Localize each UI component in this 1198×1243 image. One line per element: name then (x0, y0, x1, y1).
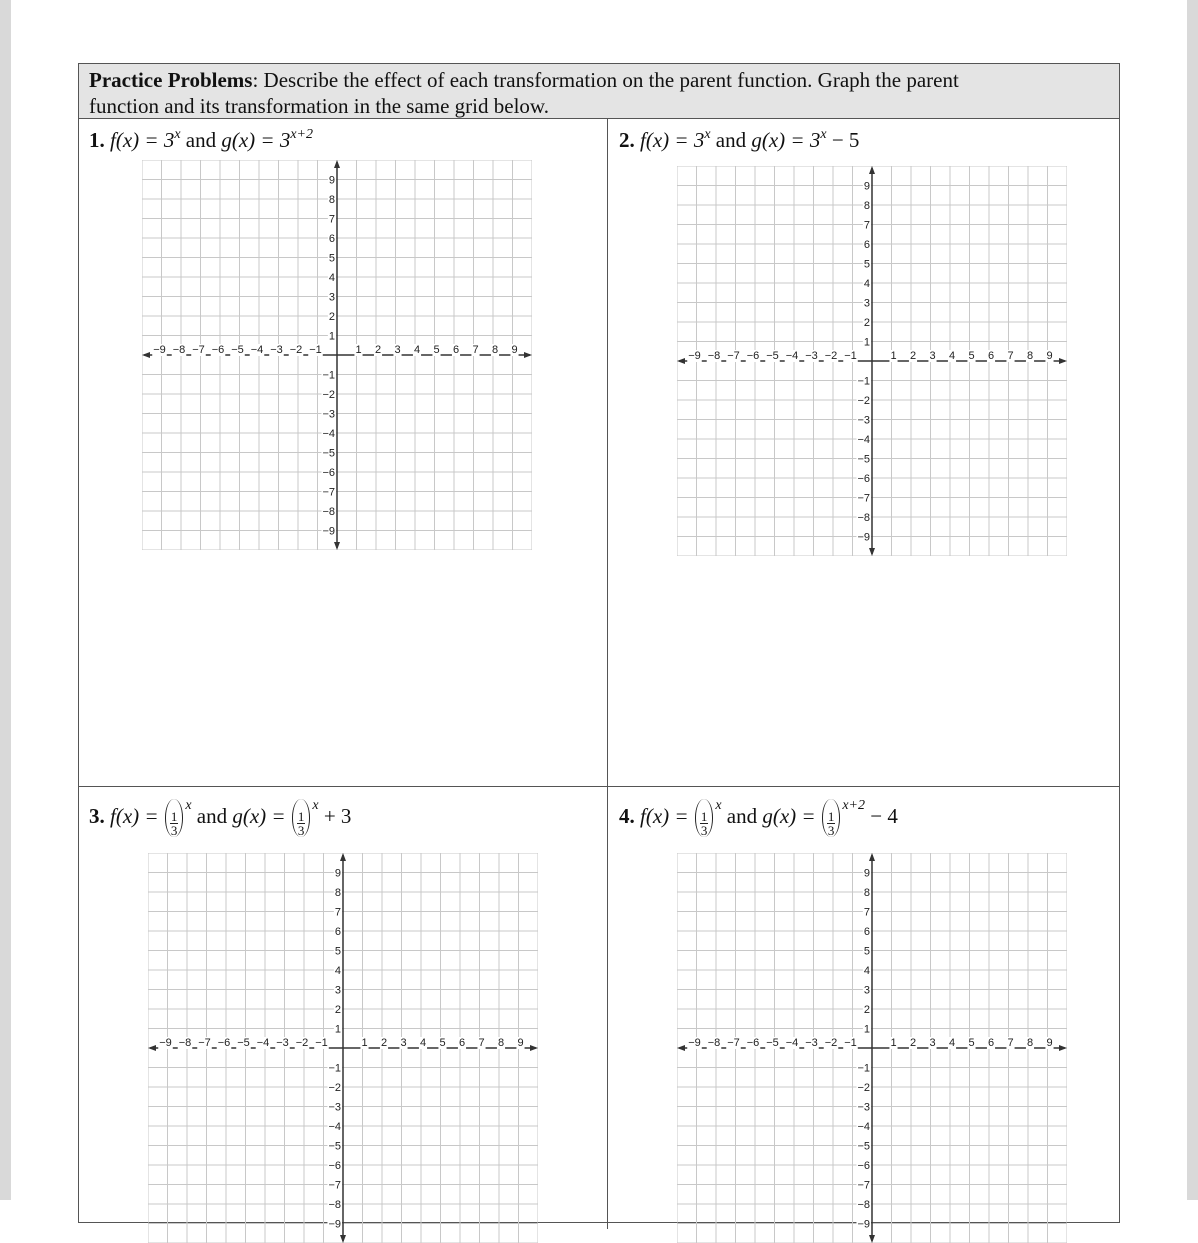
x-axis-arrow-right (1059, 358, 1067, 364)
x-tick-label: −4 (250, 344, 264, 356)
fraction-denominator: 3 (827, 823, 835, 838)
x-tick-label: 4 (948, 350, 956, 362)
x-axis-arrow-left (148, 1045, 156, 1051)
x-tick-label: 4 (419, 1037, 427, 1049)
y-tick-label: −3 (328, 1101, 341, 1114)
problem-4-number: 4. (619, 803, 635, 828)
problem-2-number: 2. (619, 128, 635, 152)
x-tick-label: 3 (929, 1037, 936, 1049)
y-tick-label: 9 (334, 867, 341, 880)
y-tick-label: 1 (334, 1023, 341, 1036)
y-tick-label: 2 (328, 311, 335, 323)
x-tick-label: 3 (929, 350, 936, 362)
x-tick-label: 1 (890, 350, 897, 362)
x-axis-arrow-right (524, 352, 532, 358)
y-tick-label: 2 (334, 1004, 341, 1016)
x-tick-label: −7 (727, 1037, 740, 1049)
y-tick-label: −2 (328, 1082, 341, 1094)
x-tick-label: −9 (153, 344, 166, 356)
problem-4-f-base (695, 799, 714, 837)
x-tick-label: 7 (472, 344, 479, 356)
problem-1-statement (89, 120, 313, 155)
x-axis-arrow-right (530, 1045, 538, 1051)
y-axis-arrow-up (334, 160, 340, 168)
x-tick-label: 6 (987, 350, 995, 362)
x-tick-label: 9 (1046, 1037, 1053, 1049)
x-tick-label: −4 (256, 1037, 270, 1049)
problem-4-g-base (822, 799, 841, 837)
problem-3-g: g(x) = (232, 803, 286, 828)
page-edge-left (0, 0, 11, 1200)
y-tick-label: −9 (328, 1218, 341, 1231)
y-tick-label: 6 (863, 239, 870, 251)
y-tick-label: 3 (334, 984, 341, 997)
x-tick-label: 3 (400, 1037, 407, 1049)
problem-2-g: g(x) = 3 (751, 128, 821, 152)
x-tick-label: −2 (824, 350, 838, 362)
y-tick-label: 8 (863, 200, 870, 212)
x-tick-label: −7 (192, 344, 205, 356)
x-tick-label: −7 (727, 350, 740, 362)
x-tick-label: −8 (178, 1037, 192, 1049)
y-tick-label: 5 (334, 945, 341, 958)
x-tick-label: −1 (309, 344, 322, 356)
coordinate-grid-1[interactable] (142, 160, 532, 550)
x-tick-label: −1 (844, 350, 857, 362)
y-tick-label: 9 (863, 867, 870, 880)
y-axis-arrow-up (869, 166, 875, 174)
fraction-denominator: 3 (297, 823, 305, 838)
fraction-numerator: 1 (827, 809, 835, 824)
x-tick-label: 5 (968, 350, 975, 362)
y-tick-label: 6 (334, 926, 341, 938)
fraction-numerator: 1 (700, 809, 708, 824)
x-tick-label: 9 (517, 1037, 524, 1049)
y-tick-label: −8 (328, 1199, 341, 1211)
y-tick-label: −5 (328, 1140, 341, 1153)
fraction-numerator: 1 (297, 809, 305, 824)
y-tick-label: −4 (857, 1121, 870, 1133)
y-tick-label: 4 (863, 278, 870, 290)
problem-3-and: and (196, 803, 228, 828)
x-tick-label: −8 (172, 344, 186, 356)
x-tick-label: 1 (890, 1037, 897, 1049)
x-tick-label: 4 (413, 344, 421, 356)
x-tick-label: 2 (380, 1037, 388, 1049)
problem-2-f: f(x) = 3 (640, 128, 705, 152)
x-tick-label: 6 (987, 1037, 995, 1049)
header-instructions-line2: function and its transformation in the same grid below. (89, 94, 549, 118)
coordinate-grid-3[interactable] (148, 853, 538, 1243)
y-tick-label: 8 (328, 194, 335, 206)
y-tick-label: −3 (857, 414, 870, 427)
x-tick-label: −3 (276, 1037, 289, 1049)
x-tick-label: −5 (231, 344, 244, 356)
y-tick-label: −2 (322, 389, 335, 401)
row-divider (79, 786, 1119, 787)
y-tick-label: −3 (857, 1101, 870, 1114)
y-tick-label: 1 (863, 336, 870, 349)
problem-2-and: and (710, 128, 752, 152)
y-tick-label: −1 (857, 1062, 870, 1075)
x-tick-label: −9 (159, 1037, 172, 1049)
x-axis-arrow-left (677, 358, 685, 364)
x-tick-label: 9 (511, 344, 518, 356)
x-tick-label: 7 (1007, 350, 1014, 362)
y-tick-label: −5 (857, 1140, 870, 1153)
coordinate-grid-4[interactable] (677, 853, 1067, 1243)
problem-4-and: and (726, 803, 758, 828)
y-tick-label: −7 (322, 486, 335, 499)
x-tick-label: 8 (497, 1037, 505, 1049)
problem-2-g-exponent: x (820, 127, 827, 142)
header-title: Practice Problems (89, 68, 253, 92)
problem-1-number: 1. (89, 128, 105, 152)
problem-1-g-exponent: x+2 (290, 127, 314, 142)
problem-4-f: f(x) = (640, 803, 689, 828)
y-tick-label: 3 (328, 291, 335, 304)
x-tick-label: 6 (458, 1037, 466, 1049)
x-tick-label: 5 (968, 1037, 975, 1049)
problem-3-number: 3. (89, 803, 105, 828)
y-tick-label: 2 (863, 317, 870, 329)
y-tick-label: −5 (322, 447, 335, 460)
x-tick-label: −4 (785, 1037, 799, 1049)
x-tick-label: −8 (707, 1037, 721, 1049)
problem-4-statement (619, 799, 898, 837)
y-tick-label: −4 (328, 1121, 341, 1133)
problem-2-statement (619, 120, 859, 155)
x-tick-label: −7 (198, 1037, 211, 1049)
problem-3-statement (89, 799, 351, 837)
x-axis-arrow-left (677, 1045, 685, 1051)
y-tick-label: −6 (322, 467, 335, 479)
y-tick-label: −2 (857, 395, 870, 407)
y-tick-label: −1 (857, 375, 870, 388)
x-tick-label: −2 (824, 1037, 838, 1049)
problem-1-g: g(x) = 3 (221, 128, 291, 152)
fraction-denominator: 3 (170, 823, 178, 838)
column-divider (607, 119, 608, 1229)
y-tick-label: 5 (328, 252, 335, 265)
x-tick-label: −2 (289, 344, 303, 356)
x-axis-arrow-left (142, 352, 150, 358)
problem-1-f: f(x) = 3 (110, 128, 175, 152)
y-tick-label: 1 (863, 1023, 870, 1036)
instructions-header (79, 64, 1119, 119)
y-tick-label: 4 (328, 272, 335, 284)
x-tick-label: −2 (295, 1037, 309, 1049)
header-instructions: : Describe the effect of each transformation on the parent function. Graph the parent (252, 68, 959, 92)
x-tick-label: −3 (270, 344, 283, 356)
y-tick-label: −8 (322, 506, 335, 518)
problem-3-f-base (165, 799, 184, 837)
x-tick-label: −6 (217, 1037, 231, 1049)
fraction-numerator: 1 (170, 809, 178, 824)
x-tick-label: 7 (1007, 1037, 1014, 1049)
y-tick-label: −9 (322, 525, 335, 538)
y-tick-label: −8 (857, 1199, 870, 1211)
x-tick-label: −5 (766, 350, 779, 362)
x-tick-label: −1 (315, 1037, 328, 1049)
x-tick-label: −4 (785, 350, 799, 362)
y-tick-label: 1 (328, 330, 335, 343)
y-tick-label: −7 (328, 1179, 341, 1192)
x-tick-label: 2 (374, 344, 382, 356)
y-tick-label: 4 (863, 965, 870, 977)
x-tick-label: 5 (433, 344, 440, 356)
problem-4-f-exponent: x (715, 797, 722, 813)
y-tick-label: 3 (863, 984, 870, 997)
y-tick-label: 8 (863, 887, 870, 899)
y-axis-arrow-up (869, 853, 875, 861)
y-axis-arrow-down (869, 548, 875, 556)
y-tick-label: 5 (863, 945, 870, 958)
y-tick-label: −3 (322, 408, 335, 421)
y-tick-label: −6 (857, 1160, 870, 1172)
x-tick-label: −1 (844, 1037, 857, 1049)
y-axis-arrow-down (869, 1235, 875, 1243)
x-tick-label: 8 (491, 344, 499, 356)
x-tick-label: −3 (805, 1037, 818, 1049)
y-tick-label: −8 (857, 512, 870, 524)
x-tick-label: −9 (688, 350, 701, 362)
fraction-denominator: 3 (700, 823, 708, 838)
x-axis-arrow-right (1059, 1045, 1067, 1051)
problem-2-shift: − 5 (826, 128, 860, 152)
problem-4-g-exponent: x+2 (842, 797, 866, 813)
x-tick-label: 5 (439, 1037, 446, 1049)
x-tick-label: −6 (746, 1037, 760, 1049)
y-tick-label: 3 (863, 297, 870, 310)
y-tick-label: −1 (322, 369, 335, 382)
problem-1-and: and (180, 128, 222, 152)
x-tick-label: 3 (394, 344, 401, 356)
page-edge-right (1187, 0, 1198, 1200)
y-tick-label: −9 (857, 531, 870, 544)
y-tick-label: 6 (328, 233, 335, 245)
x-tick-label: 2 (909, 1037, 917, 1049)
x-tick-label: 2 (909, 350, 917, 362)
x-tick-label: 8 (1026, 350, 1034, 362)
x-tick-label: −5 (237, 1037, 250, 1049)
y-tick-label: −6 (328, 1160, 341, 1172)
x-tick-label: 1 (355, 344, 362, 356)
y-tick-label: 7 (863, 219, 870, 232)
problem-3-shift: + 3 (323, 803, 352, 828)
y-tick-label: 7 (328, 213, 335, 226)
x-tick-label: −3 (805, 350, 818, 362)
coordinate-grid-2[interactable] (677, 166, 1067, 556)
x-tick-label: 6 (452, 344, 460, 356)
x-tick-label: 1 (361, 1037, 368, 1049)
problem-3-f-exponent: x (185, 797, 192, 813)
y-axis-arrow-down (340, 1235, 346, 1243)
problem-1-f-exponent: x (174, 127, 181, 142)
y-tick-label: 5 (863, 258, 870, 271)
problem-3-g-exponent: x (312, 797, 319, 813)
x-tick-label: −6 (746, 350, 760, 362)
y-axis-arrow-up (340, 853, 346, 861)
y-tick-label: 9 (863, 180, 870, 193)
y-tick-label: −2 (857, 1082, 870, 1094)
y-tick-label: 6 (863, 926, 870, 938)
problem-2-f-exponent: x (704, 127, 711, 142)
y-tick-label: −7 (857, 1179, 870, 1192)
y-tick-label: −4 (857, 434, 870, 446)
y-tick-label: −4 (322, 428, 335, 440)
x-tick-label: 8 (1026, 1037, 1034, 1049)
y-tick-label: 4 (334, 965, 341, 977)
x-tick-label: 4 (948, 1037, 956, 1049)
problem-3-f: f(x) = (110, 803, 159, 828)
y-tick-label: 7 (334, 906, 341, 919)
problem-3-g-base (292, 799, 311, 837)
problem-4-g: g(x) = (762, 803, 816, 828)
y-tick-label: 8 (334, 887, 341, 899)
x-tick-label: 7 (478, 1037, 485, 1049)
y-tick-label: 7 (863, 906, 870, 919)
x-tick-label: −8 (707, 350, 721, 362)
y-tick-label: 9 (328, 174, 335, 187)
x-tick-label: 9 (1046, 350, 1053, 362)
y-tick-label: −9 (857, 1218, 870, 1231)
y-tick-label: −6 (857, 473, 870, 485)
y-axis-arrow-down (334, 542, 340, 550)
y-tick-label: −7 (857, 492, 870, 505)
x-tick-label: −5 (766, 1037, 779, 1049)
problem-4-shift: − 4 (870, 803, 898, 828)
y-tick-label: −1 (328, 1062, 341, 1075)
x-tick-label: −6 (211, 344, 225, 356)
x-tick-label: −9 (688, 1037, 701, 1049)
y-tick-label: −5 (857, 453, 870, 466)
y-tick-label: 2 (863, 1004, 870, 1016)
